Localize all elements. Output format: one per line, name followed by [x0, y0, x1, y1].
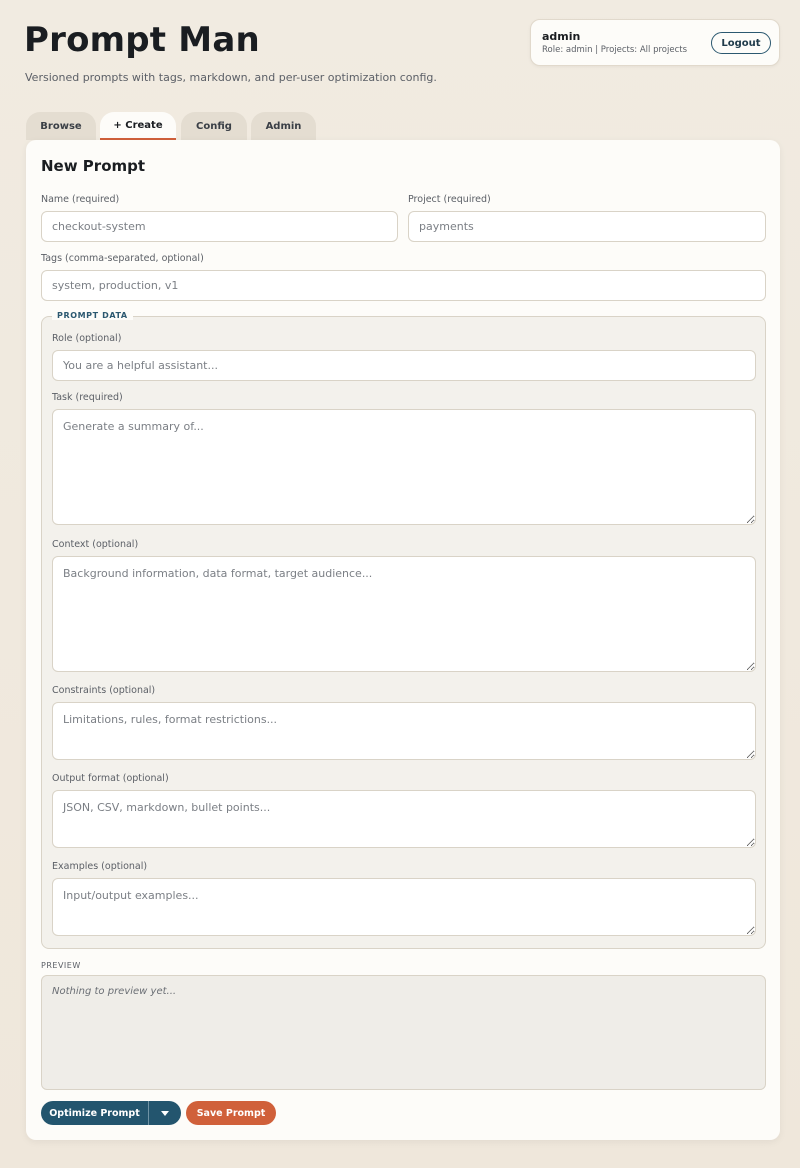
- prompt-data-fieldset: [41, 311, 766, 949]
- output-format-textarea[interactable]: [52, 790, 756, 848]
- save-prompt-button[interactable]: Save Prompt: [186, 1101, 276, 1125]
- context-label: Context (optional): [52, 539, 139, 550]
- role-input[interactable]: [52, 350, 756, 381]
- role-label: Role (optional): [52, 333, 122, 344]
- constraints-label: Constraints (optional): [52, 685, 156, 696]
- optimize-options-dropdown[interactable]: [149, 1101, 181, 1125]
- tab-create[interactable]: + Create: [100, 112, 176, 140]
- examples-textarea[interactable]: [52, 878, 756, 936]
- project-input[interactable]: [408, 211, 766, 242]
- tab-browse[interactable]: Browse: [26, 112, 96, 140]
- create-prompt-card: [26, 140, 780, 1140]
- logout-button[interactable]: Logout: [711, 32, 771, 54]
- form-title: New Prompt: [41, 157, 146, 175]
- task-textarea[interactable]: [52, 409, 756, 525]
- preview-label: PREVIEW: [41, 961, 81, 970]
- examples-label: Examples (optional): [52, 861, 148, 872]
- task-label: Task (required): [52, 392, 123, 403]
- user-card: [530, 19, 780, 66]
- name-label: Name (required): [41, 194, 120, 205]
- app-subtitle: Versioned prompts with tags, markdown, and per-user optimization config.: [25, 71, 437, 84]
- name-input[interactable]: [41, 211, 398, 242]
- user-name: admin: [542, 30, 581, 43]
- output-format-label: Output format (optional): [52, 773, 169, 784]
- tab-config[interactable]: Config: [181, 112, 247, 140]
- preview-panel: [41, 975, 766, 1090]
- user-role-projects: Role: admin | Projects: All projects: [542, 45, 688, 55]
- tab-admin[interactable]: Admin: [251, 112, 316, 140]
- app-title: Prompt Man: [24, 20, 260, 60]
- context-textarea[interactable]: [52, 556, 756, 672]
- tags-label: Tags (comma-separated, optional): [41, 253, 204, 264]
- project-label: Project (required): [408, 194, 491, 205]
- caret-down-icon: [161, 1111, 169, 1116]
- constraints-textarea[interactable]: [52, 702, 756, 760]
- optimize-prompt-button[interactable]: Optimize Prompt: [41, 1101, 149, 1125]
- tags-input[interactable]: [41, 270, 766, 301]
- optimize-button-group: [41, 1101, 181, 1125]
- preview-empty-text: Nothing to preview yet...: [52, 986, 177, 997]
- prompt-data-legend: PROMPT DATA: [52, 311, 133, 320]
